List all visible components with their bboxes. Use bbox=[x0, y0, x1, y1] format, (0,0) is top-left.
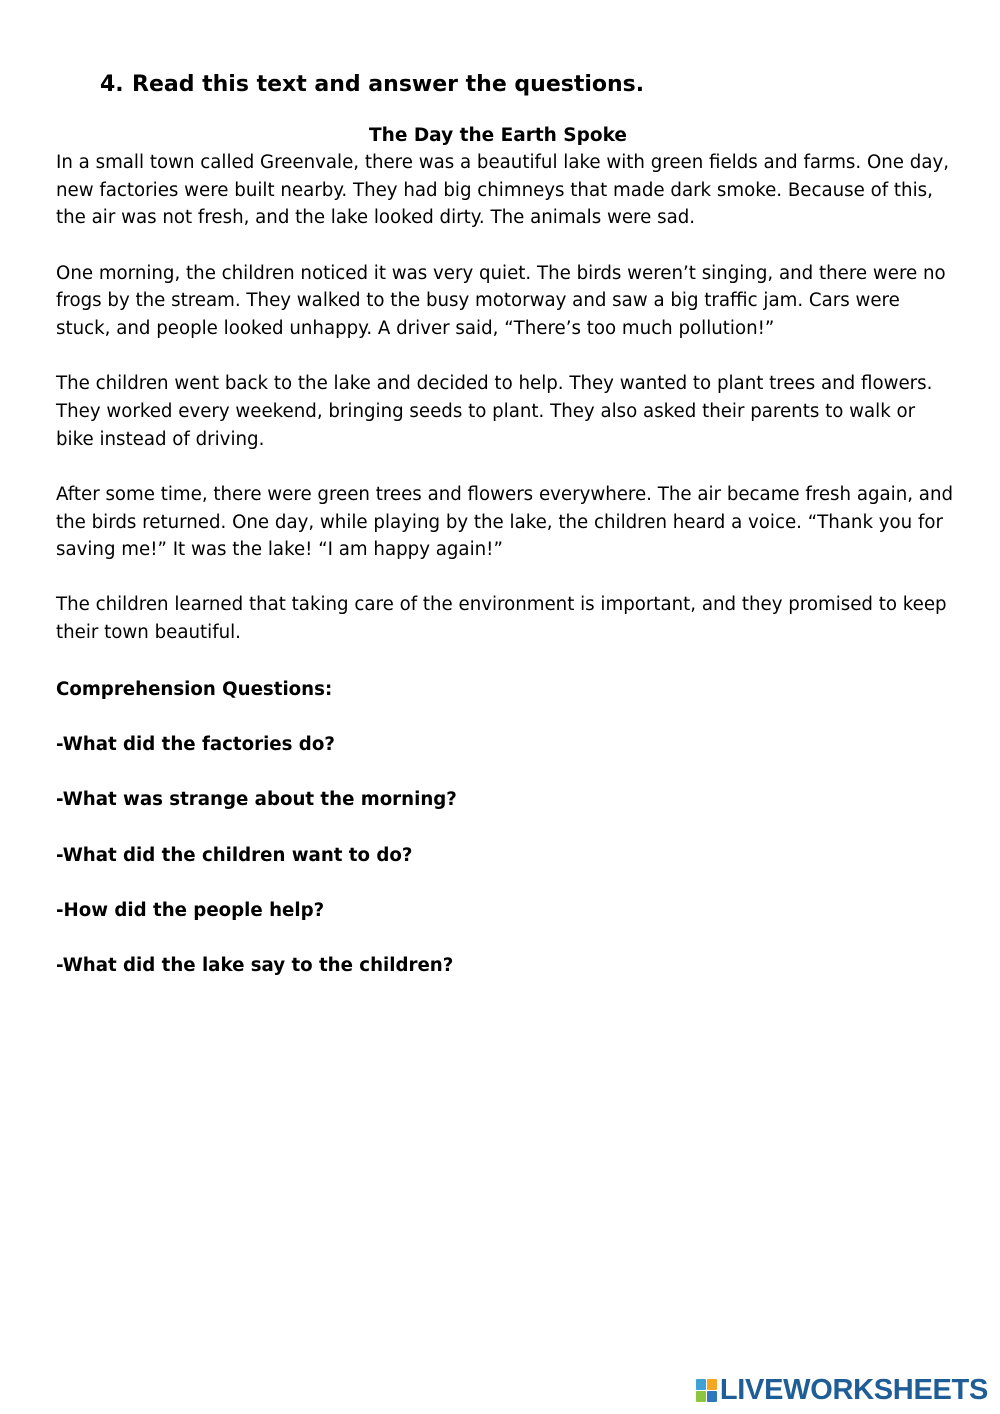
story-paragraph: The children learned that taking care of the environment is important, and they promised to keep their town beautiful. bbox=[56, 594, 947, 644]
story-paragraph: After some time, there were green trees and flowers everywhere. The air became fresh again, and the birds returned. One day, while playing by the lake, the children heard a voice. “Thank you for saving me!” It was the lake! “I am happy again!” bbox=[56, 483, 954, 561]
question-item: -What did the children want to do? bbox=[56, 844, 413, 866]
comprehension-section bbox=[56, 676, 940, 1007]
exercise-heading bbox=[100, 70, 644, 100]
liveworksheets-logo[interactable] bbox=[696, 1373, 988, 1407]
liveworksheets-logo-icon bbox=[696, 1379, 717, 1402]
question-item: -What was strange about the morning? bbox=[56, 789, 457, 811]
exercise-instruction: Read this text and answer the questions. bbox=[132, 72, 645, 97]
story-paragraph: The children went back to the lake and decided to help. They wanted to plant trees and flowers. They worked every weekend, bringing seeds to plant. They also asked their parents to walk or bike instead of driving. bbox=[56, 373, 933, 450]
question-item: -What did the lake say to the children? bbox=[56, 955, 454, 977]
exercise-number: 4. bbox=[100, 72, 124, 97]
question-item: -How did the people help? bbox=[56, 899, 325, 921]
story-title: The Day the Earth Spoke bbox=[369, 125, 627, 146]
question-item: -What did the factories do? bbox=[56, 734, 335, 756]
story-text bbox=[56, 149, 956, 674]
logo-text: LIVEWORKSHEETS bbox=[719, 1374, 988, 1406]
story-paragraph: One morning, the children noticed it was very quiet. The birds weren’t singing, and there were no frogs by the stream. They walked to the busy motorway and saw a big traffic jam. Cars were stuck, and people looked unhappy. A driver said, “There’s too much pollution!” bbox=[56, 262, 946, 340]
story-paragraph: In a small town called Greenvale, there was a beautiful lake with green fields and farms. One day, new factories were built nearby. They had big chimneys that made dark smoke. Because of this, the air was not fresh, and the lake looked dirty. The animals were sad. bbox=[56, 152, 950, 229]
comprehension-title: Comprehension Questions: bbox=[56, 679, 333, 700]
